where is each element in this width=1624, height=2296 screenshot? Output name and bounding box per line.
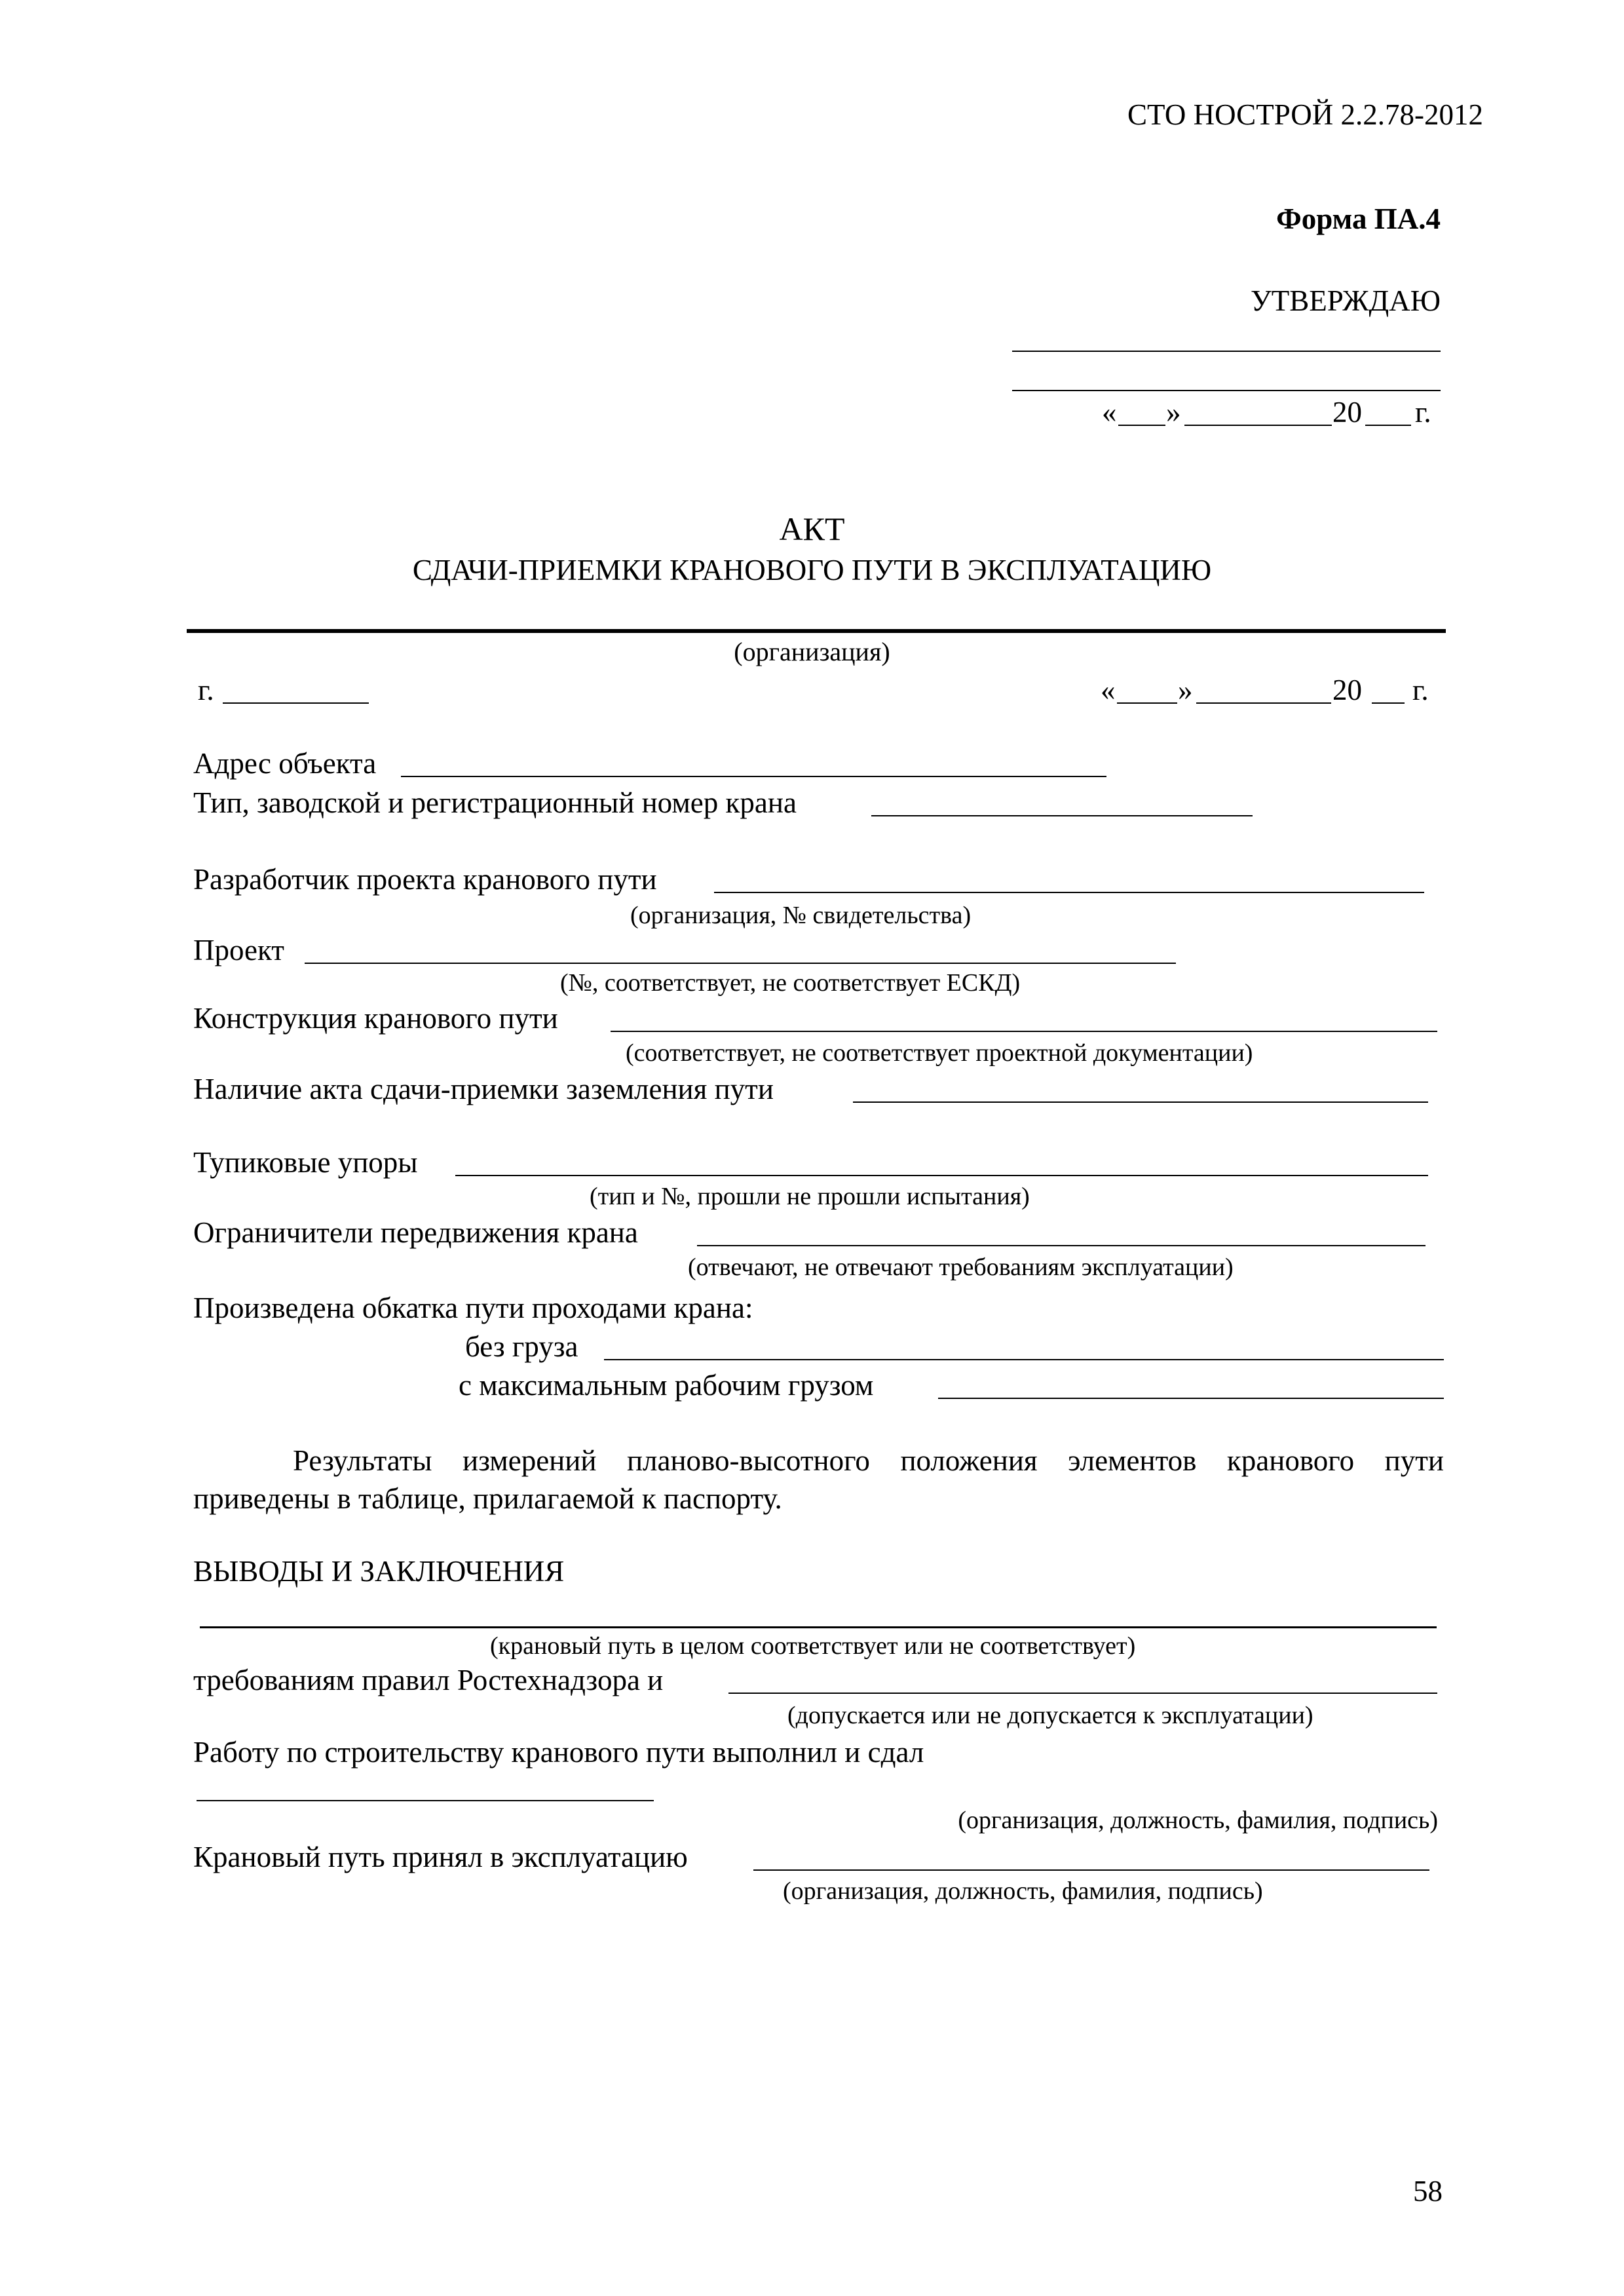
construction-label: Конструкция кранового пути — [193, 1002, 558, 1035]
grounding-label: Наличие акта сдачи-приемки заземления пути — [193, 1073, 774, 1105]
year-prefix: 20 — [1332, 674, 1362, 706]
accepted-field[interactable] — [753, 1869, 1429, 1871]
address-label: Адрес объекта — [193, 747, 377, 780]
rules-hint: (допускается или не допускается к эксплуатации) — [787, 1702, 1313, 1729]
address-field[interactable] — [401, 776, 1106, 777]
max-load-label: с максимальным рабочим грузом — [459, 1369, 874, 1402]
developer-hint: (организация, № свидетельства) — [630, 902, 972, 929]
conclusion-hint: (крановый путь в целом соответствует или не соответствует) — [490, 1632, 1136, 1660]
year-suffix: г. — [1412, 674, 1429, 706]
max-load-field[interactable] — [938, 1398, 1444, 1399]
approve-month-field[interactable] — [1184, 425, 1332, 426]
crane-field[interactable] — [871, 815, 1253, 816]
date-open: « — [1101, 674, 1116, 706]
grounding-field[interactable] — [853, 1101, 1428, 1103]
stops-hint: (тип и №, прошли не прошли испытания) — [590, 1183, 1030, 1210]
city-field[interactable] — [223, 702, 369, 704]
approve-line-2[interactable] — [1012, 390, 1441, 391]
runin-label: Произведена обкатка пути проходами крана: — [193, 1292, 753, 1324]
doc-title: АКТ — [779, 510, 845, 547]
rules-label: требованиям правил Ростехнадзора и — [193, 1664, 664, 1696]
construction-field[interactable] — [611, 1031, 1437, 1032]
form-number: Форма ПА.4 — [1276, 202, 1441, 235]
standard-code: СТО НОСТРОЙ 2.2.78-2012 — [1127, 98, 1483, 131]
doc-subtitle: СДАЧИ-ПРИЕМКИ КРАНОВОГО ПУТИ В ЭКСПЛУАТАЦИЮ — [412, 554, 1212, 586]
accepted-label: Крановый путь принял в эксплуатацию — [193, 1841, 688, 1873]
no-load-label: без груза — [465, 1330, 578, 1363]
approve-line-1[interactable] — [1012, 351, 1441, 352]
month-field[interactable] — [1196, 702, 1331, 704]
organization-field[interactable] — [187, 629, 1446, 633]
conclusion-field[interactable] — [200, 1626, 1437, 1628]
project-label: Проект — [193, 934, 284, 966]
project-hint: (№, соответствует, не соответствует ЕСКД) — [560, 969, 1021, 997]
conclusions-heading: ВЫВОДЫ И ЗАКЛЮЧЕНИЯ — [193, 1555, 565, 1588]
page-number: 58 — [1413, 2175, 1443, 2208]
no-load-field[interactable] — [604, 1359, 1444, 1360]
stops-field[interactable] — [455, 1175, 1428, 1176]
limiters-field[interactable] — [697, 1245, 1426, 1246]
approve-year-suffix: г. — [1415, 396, 1431, 429]
day-field[interactable] — [1117, 702, 1177, 704]
limiters-hint: (отвечают, не отвечают требованиям эксплуатации) — [688, 1253, 1234, 1281]
builder-label: Работу по строительству кранового пути выполнил и сдал — [193, 1736, 924, 1769]
results-line-2: приведены в таблице, прилагаемой к паспорту. — [193, 1482, 782, 1515]
crane-label: Тип, заводской и регистрационный номер крана — [193, 786, 797, 819]
construction-hint: (соответствует, не соответствует проектной документации) — [626, 1039, 1253, 1067]
date-close: » — [1178, 674, 1193, 706]
approve-label: УТВЕРЖДАЮ — [1250, 284, 1441, 317]
accepted-hint: (организация, должность, фамилия, подпись) — [783, 1877, 1263, 1905]
year-field[interactable] — [1372, 702, 1405, 704]
stops-label: Тупиковые упоры — [193, 1146, 418, 1179]
project-field[interactable] — [305, 963, 1176, 964]
approve-year-prefix: 20 — [1332, 396, 1362, 429]
approve-date-open: « — [1102, 396, 1117, 429]
approve-day-field[interactable] — [1118, 425, 1165, 426]
city-label: г. — [198, 674, 214, 706]
rules-field[interactable] — [728, 1693, 1437, 1694]
approve-date-close: » — [1166, 396, 1181, 429]
results-line-1: Результаты измерений планово-высотного положения элементов кранового пути — [293, 1444, 1444, 1477]
developer-label: Разработчик проекта кранового пути — [193, 863, 657, 896]
organization-caption: (организация) — [734, 637, 890, 666]
builder-field[interactable] — [197, 1800, 654, 1801]
approve-year-field[interactable] — [1365, 425, 1411, 426]
limiters-label: Ограничители передвижения крана — [193, 1216, 638, 1249]
builder-hint: (организация, должность, фамилия, подпись) — [958, 1807, 1438, 1834]
developer-field[interactable] — [714, 892, 1424, 893]
